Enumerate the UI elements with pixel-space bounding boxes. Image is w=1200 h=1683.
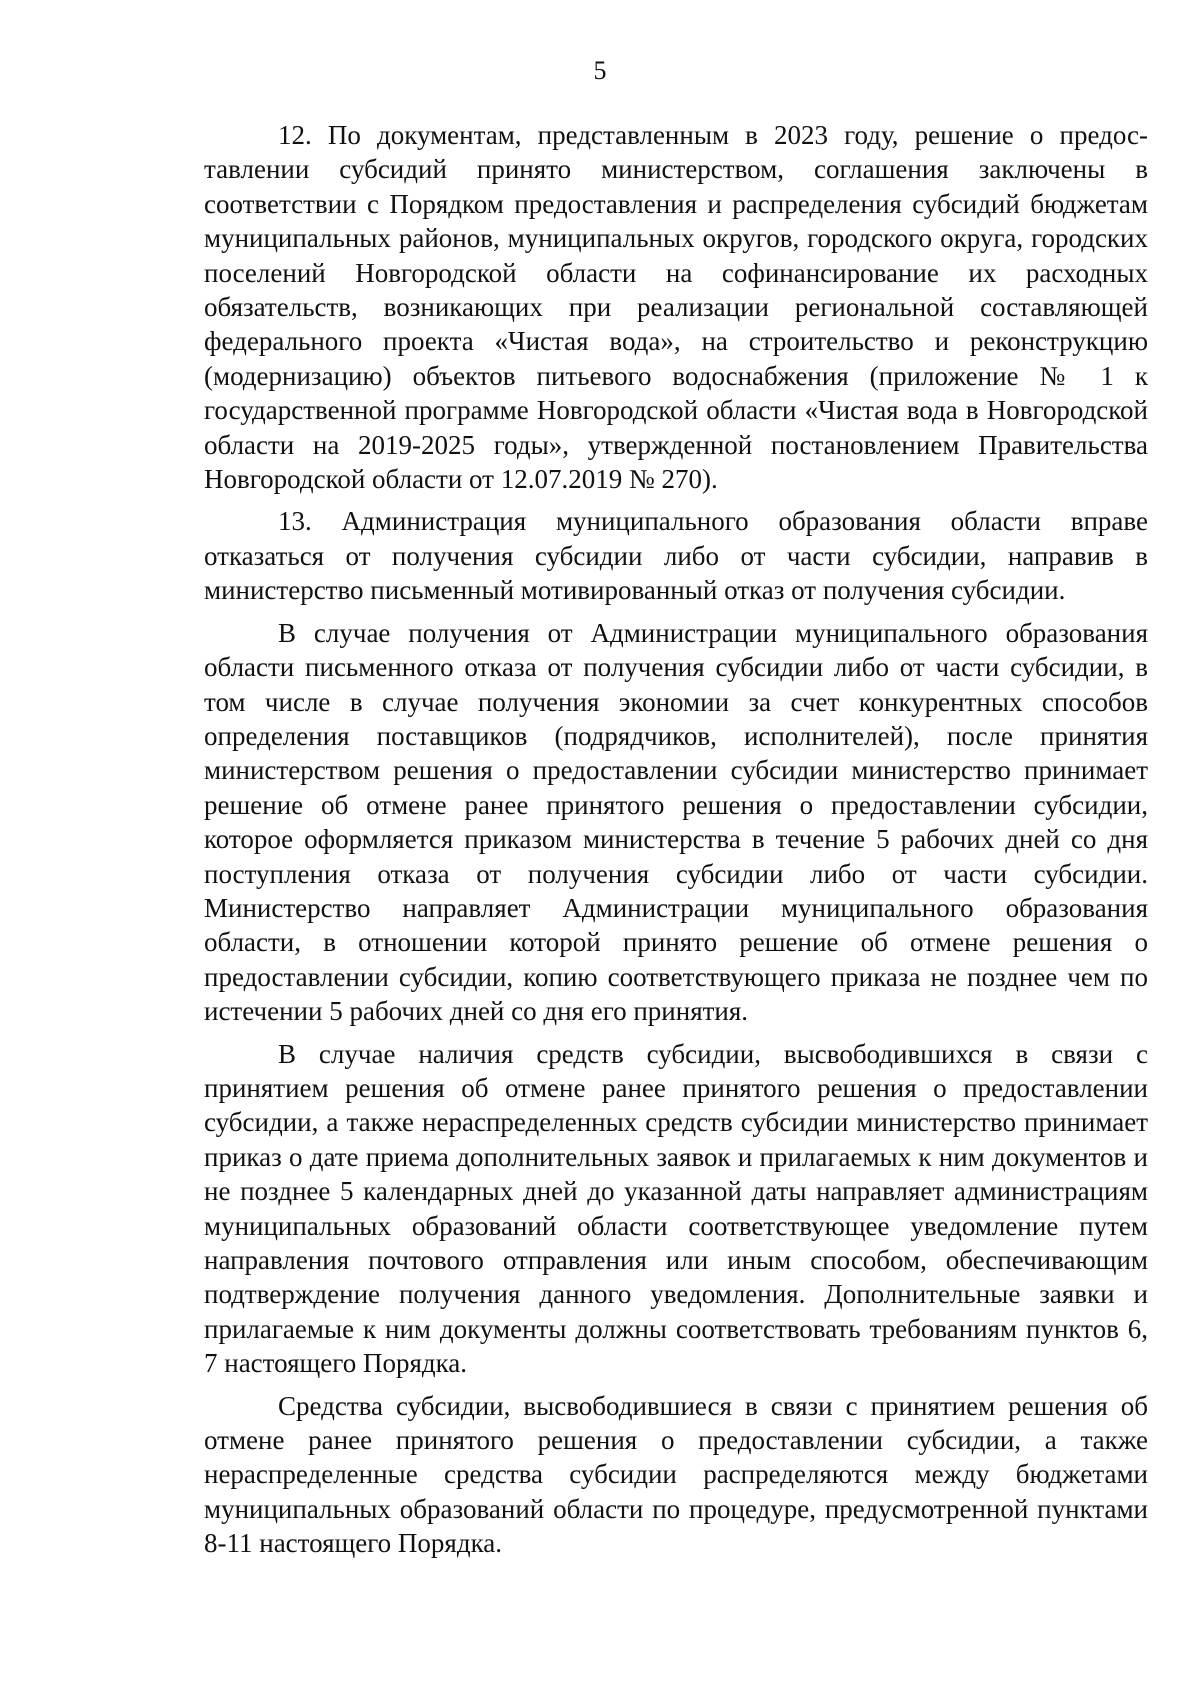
paragraph-12: 12. По документам, представленным в 2023 году, решение о предоставлении субсидий принято министерством, соглашения заключены в соответствии с Порядком предоставления и распределения субсидий бюджетам муниципальных районов, муниципальных округов, городского округа, городских поселений Новгородской области на софинансирование их расходных обязательств, возникающих при реализации региональной составляющей федерального проекта «Чистая вода», на строительство и реконструкцию (модернизацию) объектов питьевого водоснабжения (приложение № 1 к государственной программе Новгородской области «Чистая вода в Новгородской области на 2019-2025 годы», утвержденной постановлением Правительства Новгородской области от 12.07.2019 № 270). — [204, 120, 1148, 495]
paragraph-redistribution: Средства субсидии, высвободившиеся в связи с принятием решения об отмене ранее принятого решения о предоставлении субсидии, а также нераспределенные средства субсидии распределяются между бюджетами муниципальных образований области по процедуре, предусмотренной пунктами 8-11 настоящего Порядка. — [204, 1390, 1148, 1559]
page-number: 5 — [593, 56, 607, 85]
paragraph-additional-applications: В случае наличия средств субсидии, высвободившихся в связи с принятием решения об отмене ранее принятого решения о предоставлении субсидии, а также нераспределенных средств субсидии министерство принимает приказ о дате приема дополнительных заявок и прилагаемых к ним документов и не позднее 5 календарных дней до указанной даты направляет администрациям муниципальных образований области соответствующее уведомление путем направления почтового отправления или иным способом, обеспечивающим подтверждение получения данного уведомления. Дополнительные заявки и прилагаемые к ним документы должны соответствовать требованиям пунктов 6, 7 настоящего Порядка. — [204, 1038, 1148, 1379]
paragraph-refusal-procedure: В случае получения от Администрации муниципального образования области письменного отказа от получения субсидии либо от части субсидии, в том числе в случае получения экономии за счет конкурентных способов определения поставщиков (подрядчиков, исполнителей), после принятия министерством решения о предоставлении субсидии министерство принимает решение об отмене ранее принятого решения о предоставлении субсидии, которое оформляется приказом министерства в течение 5 рабочих дней со дня поступления отказа от получения субсидии либо от части субсидии. Министерство направляет Администрации муниципального образования области, в отношении которой принято решение об отмене решения о предоставлении субсидии, копию соответствующего приказа не позднее чем по истечении 5 рабочих дней со дня его принятия. — [204, 617, 1148, 1027]
paragraph-13: 13. Администрация муниципального образования области вправе отказаться от получения субсидии либо от части субсидии, направив в министерство письменный мотивированный отказ от получения субсидии. — [204, 506, 1148, 606]
document-body — [204, 118, 1148, 1569]
